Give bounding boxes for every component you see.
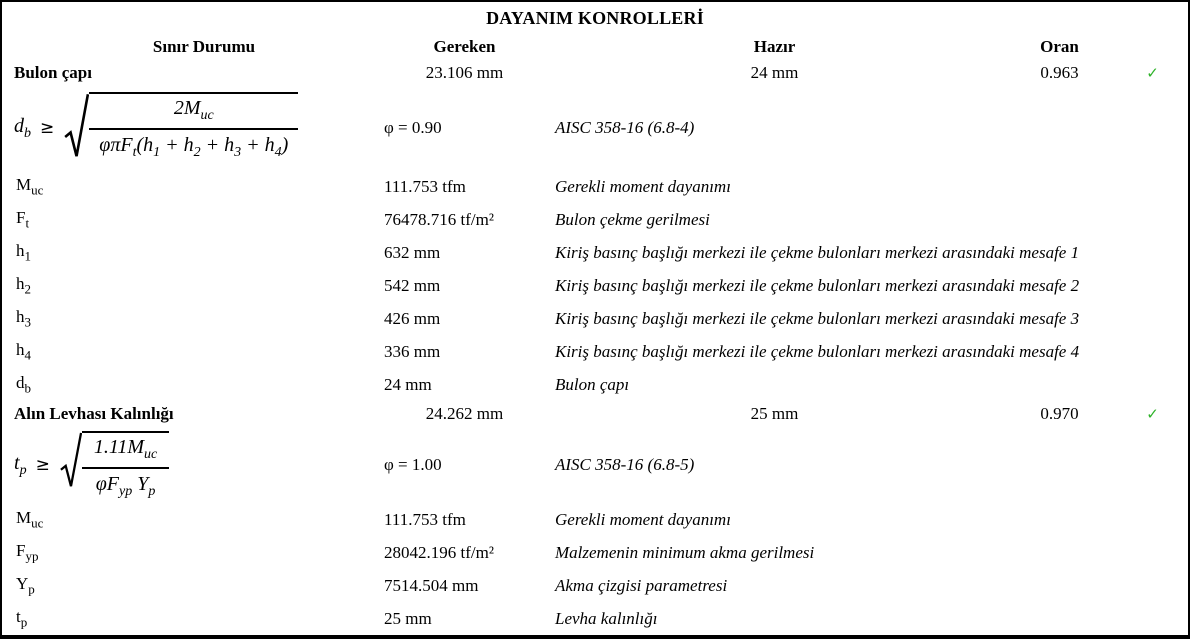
formula-lhs: $d_b$ (14, 114, 31, 141)
greater-equal-sign: ≥ (35, 455, 50, 475)
formula-end-plate-thickness (2, 431, 384, 500)
param-value: 7514.504 mm (384, 575, 479, 595)
limit-state-name: Alın Levhası Kalınlığı (14, 404, 174, 423)
param-row (2, 170, 1188, 203)
formula-bolt-diameter (2, 92, 384, 164)
check-icon: ✓ (1146, 64, 1159, 82)
square-root (59, 431, 169, 500)
param-value: 336 mm (384, 341, 441, 361)
param-symbol: $M_{uc}$ (16, 507, 44, 531)
fraction (82, 431, 169, 500)
fraction-numerator: $1.11M_{uc}$ (82, 433, 169, 469)
param-row (2, 302, 1188, 335)
param-description: Levha kalınlığı (555, 608, 658, 628)
formula-row-bolt-diameter (2, 86, 1188, 170)
param-symbol: $d_b$ (16, 372, 31, 396)
radical-icon (59, 431, 82, 493)
code-reference: AISC 358-16 (6.8-5) (555, 455, 695, 474)
param-symbol: $M_{uc}$ (16, 174, 44, 198)
param-row (2, 269, 1188, 302)
param-value: 28042.196 tf/m² (384, 542, 494, 562)
ratio-value: 0.963 (1040, 63, 1079, 82)
param-row (2, 203, 1188, 236)
phi-factor: φ = 1.00 (384, 455, 442, 474)
column-header-ratio: Oran (1040, 37, 1079, 56)
square-root (63, 92, 298, 164)
formula-lhs: $t_p$ (14, 451, 27, 478)
column-header-limit-state: Sınır Durumu (152, 37, 256, 56)
fraction-denominator: $\varphi F_{yp}$ $Y_p$ (95, 472, 156, 499)
column-header-available: Hazır (753, 37, 796, 56)
ratio-value: 0.970 (1040, 404, 1079, 423)
param-row (2, 236, 1188, 269)
param-symbol: $h_3$ (16, 306, 31, 330)
available-value: 25 mm (750, 404, 799, 423)
param-value: 542 mm (384, 275, 441, 295)
param-symbol: $h_4$ (16, 339, 31, 363)
param-row (2, 503, 1188, 536)
check-row-end-plate-thickness (2, 401, 1188, 427)
param-value: 111.753 tfm (384, 509, 466, 529)
param-symbol: $h_1$ (16, 240, 31, 264)
fraction (89, 92, 298, 164)
param-symbol: $F_{yp}$ (16, 540, 39, 564)
fraction-denominator: $\varphi\pi F_t(h_1 + h_2 + h_3 + h_4)$ (99, 134, 289, 160)
report-title: DAYANIM KONROLLERİ (486, 7, 704, 28)
param-description: Malzemenin minimum akma gerilmesi (555, 542, 815, 562)
param-row (2, 569, 1188, 602)
required-value: 24.262 mm (425, 404, 504, 423)
required-value: 23.106 mm (425, 63, 504, 82)
param-symbol: $F_t$ (16, 207, 30, 231)
column-header-required: Gereken (433, 37, 496, 56)
phi-factor: φ = 0.90 (384, 118, 442, 137)
param-value: 426 mm (384, 308, 441, 328)
param-row (2, 602, 1188, 635)
check-icon: ✓ (1146, 405, 1159, 423)
param-value: 76478.716 tf/m² (384, 209, 494, 229)
greater-equal-sign: ≥ (40, 118, 55, 138)
param-description: Kiriş basınç başlığı merkezi ile çekme bulonları merkezi arasındaki mesafe 4 (555, 341, 1080, 361)
code-reference: AISC 358-16 (6.8-4) (555, 118, 695, 137)
param-row (2, 335, 1188, 368)
param-description: Bulon çekme gerilmesi (555, 209, 710, 229)
check-row-bolt-diameter (2, 60, 1188, 86)
limit-state-name: Bulon çapı (14, 63, 92, 82)
param-description: Bulon çapı (555, 374, 630, 394)
param-description: Kiriş basınç başlığı merkezi ile çekme bulonları merkezi arasındaki mesafe 1 (555, 242, 1080, 262)
param-description: Akma çizgisi parametresi (555, 575, 728, 595)
param-symbol: $h_2$ (16, 273, 31, 297)
radical-icon (63, 92, 89, 164)
param-description: Kiriş basınç başlığı merkezi ile çekme bulonları merkezi arasındaki mesafe 2 (555, 275, 1080, 295)
param-value: 632 mm (384, 242, 441, 262)
param-value: 25 mm (384, 608, 432, 628)
param-description: Kiriş basınç başlığı merkezi ile çekme bulonları merkezi arasındaki mesafe 3 (555, 308, 1080, 328)
available-value: 24 mm (750, 63, 799, 82)
param-description: Gerekli moment dayanımı (555, 176, 731, 196)
param-description: Gerekli moment dayanımı (555, 509, 731, 529)
fraction-numerator: $2M_{uc}$ (89, 94, 298, 130)
param-row (2, 368, 1188, 401)
param-value: 24 mm (384, 374, 432, 394)
param-row (2, 536, 1188, 569)
param-symbol: $Y_p$ (16, 573, 35, 597)
param-symbol: $t_p$ (16, 606, 28, 630)
param-value: 111.753 tfm (384, 176, 466, 196)
table-header (2, 34, 1188, 60)
formula-row-end-plate-thickness (2, 427, 1188, 503)
